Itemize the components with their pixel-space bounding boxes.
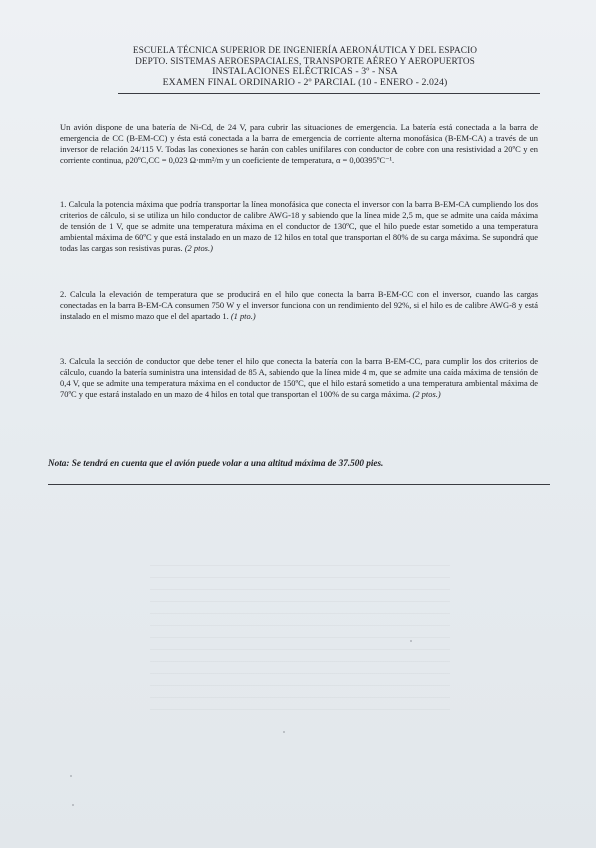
exam-header	[70, 46, 540, 88]
question-1	[60, 199, 538, 254]
question-3-text: 3. Calcula la sección de conductor que debe tener el hilo que conecta la batería con la barra B-EM-CC, para cumplir los dos criterios de cálculo, cuando la batería suministra una intensidad de 85 A, sabiendo que la línea mide 4 m, que se admite una caída máxima de tensión de 0,4 V, que se admite una temperatura máxima en el conductor de 150ºC, que el hilo estará sometido a una temperatura ambiental máxima de 70ºC y que estará instalado en un mazo de 4 hilos en total que transportan el 100% de su carga máxima.	[60, 356, 538, 399]
question-2-points: (1 pto.)	[230, 310, 256, 321]
question-2-text: 2. Calcula la elevación de temperatura que se producirá en el hilo que conecta la barra B-EM-CC con el inversor, cuando las cargas conectadas en la barra B-EM-CA consumen 750 W y el inversor funciona con un rendimiento del 92%, si el hilo es de calibre AWG-8 y está instalado en el mismo mazo que el del apartado 1.	[60, 289, 538, 321]
question-2	[60, 289, 538, 322]
question-3	[60, 356, 538, 400]
problem-statement-text: Un avión dispone de una batería de Ni-Cd, de 24 V, para cubrir las situaciones de emergencia. La batería está conectada a la barra de emergencia de CC (B-EM-CC) y ésta está conectada a la barra de emergencia de corriente alterna monofásica (B-EM-CA) a través de un inversor de relación 24/115 V. Todas las conexiones se harán con cables unifilares con conductor de cobre con una resistividad a 20ºC y en corriente continua, ρ20ºC,CC = 0,023 Ω·mm²/m y un coeficiente de temperatura, α = 0,00395ºC⁻¹.	[60, 122, 538, 165]
course-name: INSTALACIONES ELÉCTRICAS - 3º - NSA	[212, 66, 398, 78]
header-divider	[118, 93, 540, 94]
question-3-points: (2 ptos.)	[412, 388, 441, 399]
bleed-through-shadow	[150, 560, 450, 710]
department-name: DEPTO. SISTEMAS AEROESPACIALES, TRANSPORTE AÉREO Y AEROPUERTOS	[135, 56, 475, 67]
question-1-text: 1. Calcula la potencia máxima que podría transportar la línea monofásica que conecta el inversor con la barra B-EM-CA cumpliendo los dos criterios de cálculo, si se utiliza un hilo conductor de calibre AWG-18 y sabiendo que la línea mide 2,5 m, que se admite una caída máxima de tensión de 1 V, que se admite una temperatura máxima en el conductor de 130ºC, que el hilo puede estar sometido a una temperatura ambiental máxima de 60ºC y que está instalado en un mazo de 12 hilos en total que transportan el 80% de su carga máxima. Se supondrá que todas las cargas son resistivas puras.	[60, 199, 538, 253]
footer-divider	[48, 484, 550, 485]
exam-title: EXAMEN FINAL ORDINARIO - 2º PARCIAL (10 - ENERO - 2.024)	[162, 76, 448, 88]
problem-statement	[60, 122, 538, 166]
question-1-points: (2 ptos.)	[184, 242, 213, 253]
school-name: ESCUELA TÉCNICA SUPERIOR DE INGENIERÍA AERONÁUTICA Y DEL ESPACIO	[132, 46, 478, 56]
exam-note: Nota: Se tendrá en cuenta que el avión puede volar a una altitud máxima de 37.500 pies.	[48, 458, 384, 468]
